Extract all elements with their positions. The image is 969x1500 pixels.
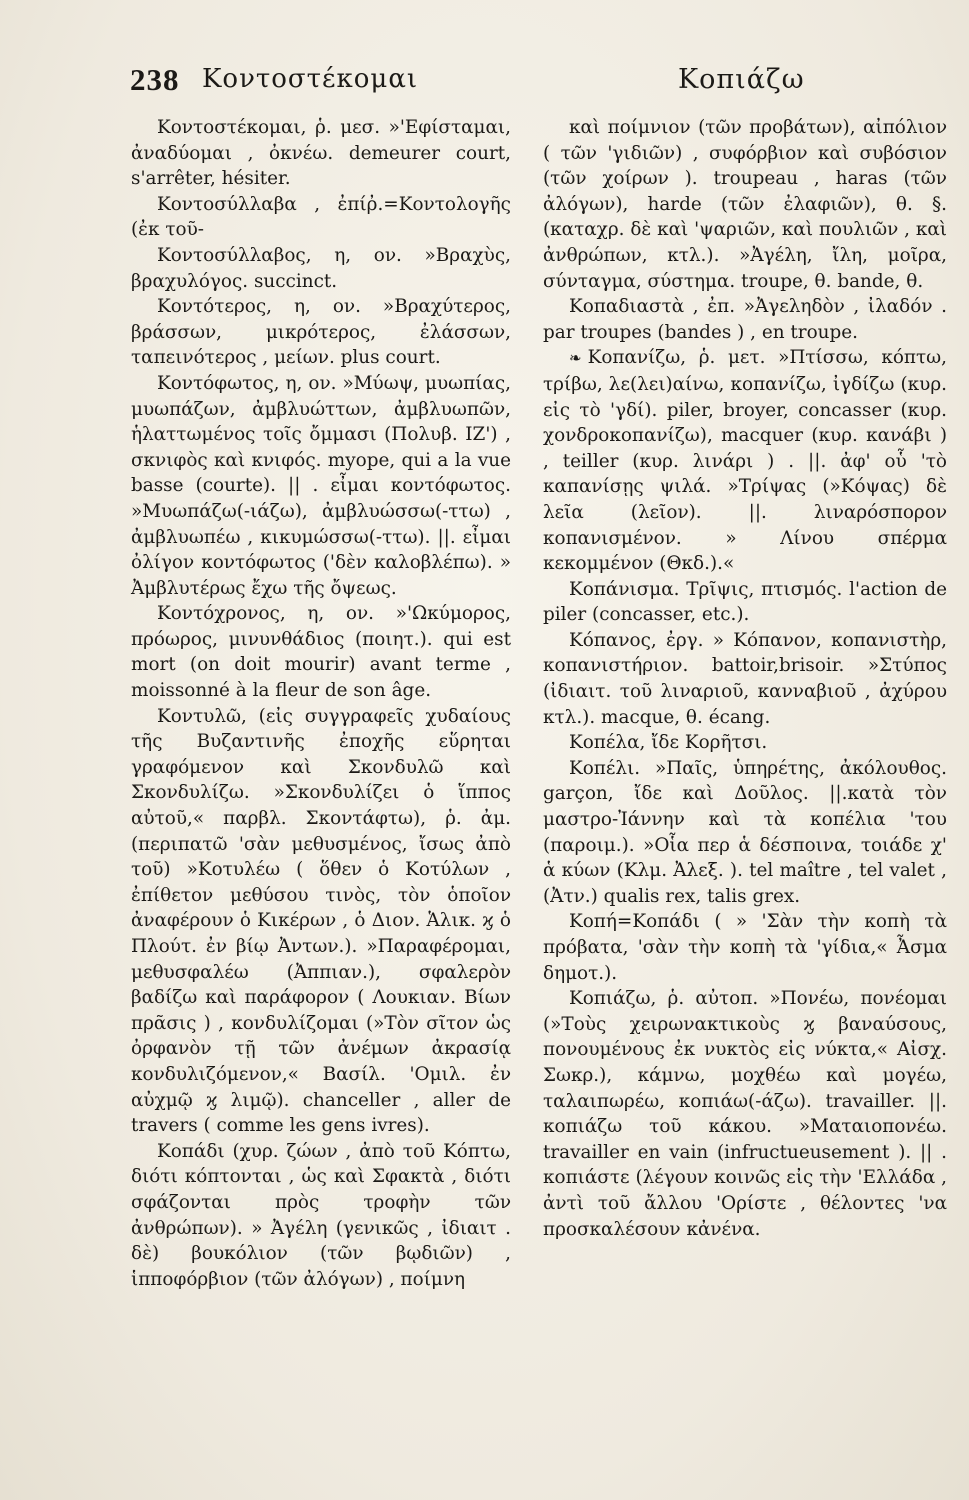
guide-word-left: Κοντοστέκομαι <box>202 64 419 94</box>
page-number: 238 <box>130 62 180 97</box>
entry-kopiazo: Κοπιάζω, ῥ. αὐτοπ. »Πονέω, πονέομαι (»Τοὺς χειρωνακτικοὺς ϗ βαναύσους, πονουμένους ἐκ νυκτὸς εἰς νύκτα,« Αἰσχ. Σωκρ.), κάμνω, μοχθέω καὶ μογέω, ταλαιπωρέω, κοπιάω(-άζω). travailler. ||. κοπιάζω τοῦ κάκου. »Ματαιοπονέω. travailler en vain (infructueusement ). || . κοπιάστε (λέγουν κοινῶς εἰς τὴν 'Ελλάδα , ἀντὶ τοῦ ἄλλου 'Ορίστε , θέλοντες 'να προσκαλέσουν κἀνένα. <box>543 988 947 1240</box>
entry-kontylo: Κοντυλῶ, (εἰς συγγραφεῖς χυδαίους τῆς Βυζαντινῆς ἐποχῆς εὕρηται γραφόμενον καὶ Σκονδυλῶ καὶ Σκονδυλίζω. »Σκονδυλίζει ὁ ἵππος αὐτοῦ,« παρβλ. Σκοντάφτω), ῥ. ἀμ. (περιπατῶ 'σὰν μεθυσμένος, ἴσως ἀπὸ τοῦ) »Κοτυλέω ( ὅθεν ὁ Κοτύλων , ἐπίθετον μεθύσου τινὸς, τὸν ὁποῖον ἀναφέρουν ὁ Κικέρων , ὁ Διον. Ἁλικ. ϗ ὁ Πλούτ. ἐν βίῳ Ἀντων.). »Παραφέρομαι, μεθυσφαλέω (Ἀππιαν.), σφαλερὸν βαδίζω καὶ παράφορον ( Λουκιαν. Βίων πρᾶσις ) , κονδυλίζομαι (»Τὸν σῖτον ὡς ὀρφανὸν τῇ τῶν ἀνέμων ἀκρασίᾳ κονδυλιζόμενον,« Βασίλ. 'Ομιλ. ἐν αὐχμῷ ϗ λιμῷ). chanceller , aller de travers ( comme les gens ivres). <box>131 705 511 1137</box>
entry-kopela: Κοπέλα, ἴδε Κορῆτσι. <box>569 732 768 754</box>
entry-kopanos: Κόπανος, ἐργ. » Κόπανον, κοπανιστὴρ, κοπανιστήριον. battoir,brisoir. »Στύπος (ἰδιαιτ. τοῦ λιναριοῦ, κανναβιοῦ , ἀχύρου κτλ.). macque, θ. écang. <box>543 629 947 728</box>
entry-kopadi: Κοπάδι (χυρ. ζώων , ἀπὸ τοῦ Κόπτω, διότι κόπτονται , ὡς καὶ Σφακτὰ , διότι σφάζονται πρὸς τροφὴν τῶν ἀνθρώπων). » Ἀγέλη (γενικῶς , ἰδιαιτ . δὲ) βουκόλιον (τῶν βῳδιῶν) , ἱπποφόρβιον (τῶν ἀλόγων) , ποίμνη <box>131 1140 511 1290</box>
page-header <box>130 62 939 106</box>
entry-kontofotos: Κοντόφωτος, η, ον. »Μύωψ, μυωπίας, μυωπάζων, ἀμβλυώττων, ἀμβλυωπῶν, ἡλαττωμένος τοῖς ὄμμασι (Πολυβ. ΙΖ') , σκνιφὸς καὶ κνιφός. myope, qui a la vue basse (courte). || . εἶμαι κοντόφωτος. »Μυωπάζω(-ιάζω), ἀμβλυώσσω(-ττω) , ἀμβλυωπέω , κικυμώσσω(-ττω). ||. εἶμαι ὀλίγον κοντόφωτος ('δὲν καλοβλέπω). » Ἀμβλυτέρως ἔχω τῆς ὄψεως. <box>131 372 511 599</box>
entry-kopi: Κοπή=Κοπάδι ( » 'Σὰν τὴν κοπὴ τὰ πρόβατα, 'σὰν τὴν κοπὴ τὰ 'γίδια,« Ἆσμα δημοτ.). <box>543 911 947 984</box>
entry-kopanizo-text: Κοπανίζω, ῥ. μετ. »Πτίσσω, κόπτω, τρίβω, λε(λει)αίνω, κοπανίζω, ἰγδίζω (κυρ. εἰς τὸ 'γδί). piler, broyer, concasser (κυρ. χονδροκοπανίζω), macquer (κυρ. κανάβι ) , teiller (κυρ. λινάρι ) . ||. ἀφ' οὗ 'τὸ καπανίσῃς ψιλά. »Τρίψας (»Κόψας) δὲ λεῖα (λεῖον). ||. λιναρόσπορον κοπανισμένον. » Λίνου σπέρμα κεκομμένον (Θκδ.).« <box>543 347 947 575</box>
entry-kopanisma: Κοπάνισμα. Τρῖψις, πτισμός. l'action de piler (concasser, etc.). <box>543 578 947 626</box>
entry-kontostekomai: Κοντοστέκομαι, ῥ. μεσ. »'Εφίσταμαι, ἀναδύομαι , ὀκνέω. demeurer court, s'arrêter, hésiter. <box>131 117 511 190</box>
fleuron-icon: ❧ <box>569 349 582 368</box>
entry-kopadi-continued: καὶ ποίμνιον (τῶν προβάτων), αἰπόλιον ( τῶν 'γιδιῶν) , συφόρβιον καὶ συβόσιον (τῶν χοίρων ). troupeau , haras (τῶν ἀλόγων), harde (τῶν ἐλαφιῶν), θ. §. (καταχρ. δὲ καὶ 'ψαριῶν, καὶ πουλιῶν , καὶ ἀνθρώπων, κτλ.). »Ἀγέλη, ἴλη, μοῖρα, σύνταγμα, σύστημα. troupe, θ. bande, θ. <box>543 117 947 292</box>
entry-kontochronos: Κοντόχρονος, η, ον. »'Ωκύμορος, πρόωρος, μινυνθάδιος (ποιητ.). qui est mort (on doit mourir) avant terme , moissonné à la fleur de son âge. <box>131 603 511 702</box>
entry-kopanizo <box>543 345 947 576</box>
right-column <box>543 115 947 1242</box>
entry-kontosyllaba: Κοντοσύλλαβα , ἐπίῤ.=Κοντολογῆς (ἐκ τοῦ- <box>131 193 511 241</box>
entry-kontosyllabos: Κοντοσύλλαβος, η, ον. »Βραχὺς, βραχυλόγος. succinct. <box>131 244 511 292</box>
left-column <box>131 115 511 1292</box>
guide-word-right: Κοπιάζω <box>678 64 805 95</box>
entry-kontoteros: Κοντότερος, η, ον. »Βραχύτερος, βράσσων, μικρότερος, ἐλάσσων, ταπεινότερος , μείων. plus court. <box>131 296 511 369</box>
entry-kopeli: Κοπέλι. »Παῖς, ὑπηρέτης, ἀκόλουθος. garçon, ἴδε καὶ Δοῦλος. ||.κατὰ τὸν μαστρο-Ἰάννην καὶ τὰ κοπέλια 'του (παροιμ.). »Οἷα περ ἁ δέσποινα, τοιάδε χ' ἁ κύων (Κλμ. Ἀλεξ. ). tel maître , tel valet , (Ἀτν.) qualis rex, talis grex. <box>543 757 947 907</box>
entry-kopadiasta: Κοπαδιαστὰ , ἐπ. »Ἀγεληδὸν , ἰλαδόν . par troupes (bandes ) , en troupe. <box>543 296 947 343</box>
